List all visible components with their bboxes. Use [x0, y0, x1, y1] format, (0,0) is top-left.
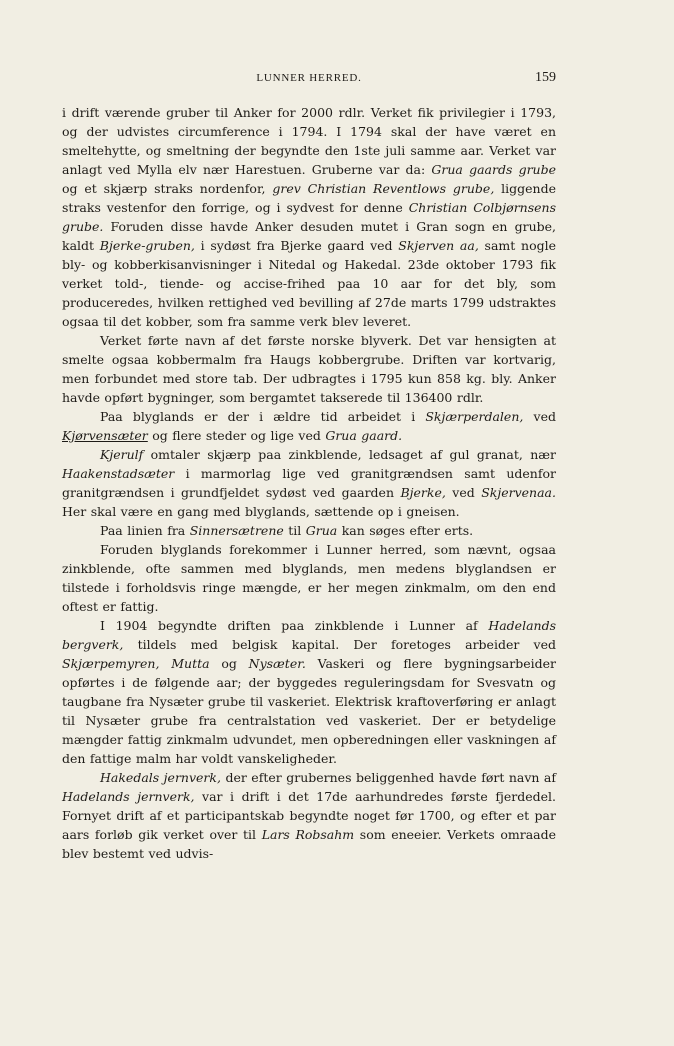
italic-name: Nysæter. [248, 656, 306, 671]
italic-name: Grua gaards grube [431, 162, 556, 177]
italic-name: Hakedals jernverk, [100, 770, 221, 785]
text-run: var i drift i det 17de aarhundredes første fjerdedel. Fornyet drift af et participantskab begyndte noget før 1700, og efter et par aars forløb gik verket over til [62, 789, 556, 842]
text-run: samt nogle bly- og kobberkisanvisninger i Nitedal og Hakedal. 23de oktober 1793 fik verket told-, tiende- og accise-frihed paa 10 aar for det bly, som produceredes, hvilken rettighed ved bevilling af 27de marts 1799 udstraktes ogsaa til det kobber, som fra samme verk blev leveret. [62, 238, 557, 329]
paragraph [62, 616, 556, 768]
italic-name: Haakenstadsæter [62, 466, 175, 481]
paragraph [62, 521, 556, 540]
paragraph [62, 407, 556, 445]
text-run: Paa blyglands er der i ældre tid arbeidet i [100, 409, 426, 424]
text-run: liggende straks vestenfor den forrige, og i sydvest for denne [62, 181, 556, 215]
page-number: 159 [535, 70, 556, 85]
italic-name: Lars Robsahm [261, 827, 355, 842]
italic-name: Christian Colbjørnsens grube. [62, 200, 557, 234]
text-run: i sydøst fra Bjerke gaard ved [194, 238, 399, 253]
text-run: Foruden blyglands forekommer i Lunner herred, som nævnt, ogsaa zinkblende, ofte sammen med blyglands, men medens blyglandsen er tilstede i forholdsvis ringe mængde, er her megen zinkmalm, om den end oftest er fattig. [62, 542, 556, 614]
italic-name: Hadelands bergverk, [62, 618, 556, 652]
italic-name: Skjervenaa. [481, 485, 556, 500]
text-run: ved [523, 409, 556, 424]
paragraph [62, 331, 556, 407]
italic-name: Hadelands jernverk, [62, 789, 195, 804]
italic-name: grev Christian Reventlows grube, [272, 181, 495, 196]
text-run: til [283, 523, 306, 538]
paragraph [62, 445, 556, 521]
italic-name: Skjærpemyren, Mutta [62, 656, 210, 671]
paragraph [62, 103, 556, 331]
text-run: tildels med belgisk kapital. Der foretoges arbeider ved [123, 637, 556, 652]
text-run: omtaler skjærp paa zinkblende, ledsaget af gul granat, nær [143, 447, 556, 462]
text-run: der efter grubernes beliggenhed havde ført navn af [220, 770, 557, 785]
text-run: Foruden disse havde Anker desuden mutet i Gran sogn en grube, kaldt [62, 219, 556, 253]
italic-name: Skjærperdalen, [425, 409, 524, 424]
paragraph [62, 540, 556, 616]
text-run: ved [445, 485, 482, 500]
running-head: LUNNER HERRED. [256, 72, 362, 84]
text-run: i drift værende gruber til Anker for 2000 rdlr. Verket fik privilegier i 1793, og der udvistes circumference i 1794. I 1794 skal der have været en smeltehytte, og smeltning der begyndte den 1ste juli samme aar. Verket var anlagt ved Mylla elv nær Harestuen. Gruberne var da: [62, 105, 556, 177]
paragraph [62, 768, 556, 863]
text-run: kan søges efter erts. [337, 523, 474, 538]
page-header [62, 72, 556, 90]
text-run: og et skjærp straks nordenfor, [62, 181, 273, 196]
text-run: Her skal være en gang med blyglands, sættende op i gneisen. [62, 504, 460, 519]
text-run: Verket førte navn af det første norske blyverk. Det var hensigten at smelte ogsaa kobbermalm fra Haugs kobbergrube. Driften var kortvarig, men forbundet med store tab. Der udbragtes i 1795 kun 858 kg. bly. Anker havde opført bygninger, som bergamtet takserede til 136400 rdlr. [62, 333, 556, 405]
text-run: og [209, 656, 249, 671]
italic-name: Grua [305, 523, 338, 538]
italic-name: Skjerven aa, [398, 238, 479, 253]
text-run: som eneeier. Verkets omraade blev bestemt ved udvis- [62, 827, 556, 861]
text-run: Vaskeri og flere bygningsarbeider opførtes i de følgende aar; der byggedes reguleringsdam for Svesvatn og taugbane fra Nysæter grube til vaskeriet. Elektrisk kraftoverføring er anlagt til Nysæter grube fra centralstation ved vaskeriet. Der er betydelige mængder fattig zinkmalm udvundet, men opberedningen eller vaskningen af den fattige malm har voldt vanskeligheder. [62, 656, 556, 766]
italic-name: Kjørvensæter [62, 428, 148, 443]
italic-name: Bjerke, [400, 485, 446, 500]
italic-name: Kjerulf [100, 447, 144, 462]
italic-name: Grua gaard. [325, 428, 403, 443]
text-run: Paa linien fra [100, 523, 190, 538]
italic-name: Bjerke-gruben, [99, 238, 195, 253]
body-text [62, 103, 556, 863]
text-run: og flere steder og lige ved [147, 428, 326, 443]
text-run: i marmorlag lige ved granitgrændsen samt udenfor granitgrændsen i grundfjeldet sydøst ved gaarden [62, 466, 556, 500]
text-run: I 1904 begyndte driften paa zinkblende i Lunner af [100, 618, 489, 633]
italic-name: Sinnersætrene [189, 523, 284, 538]
